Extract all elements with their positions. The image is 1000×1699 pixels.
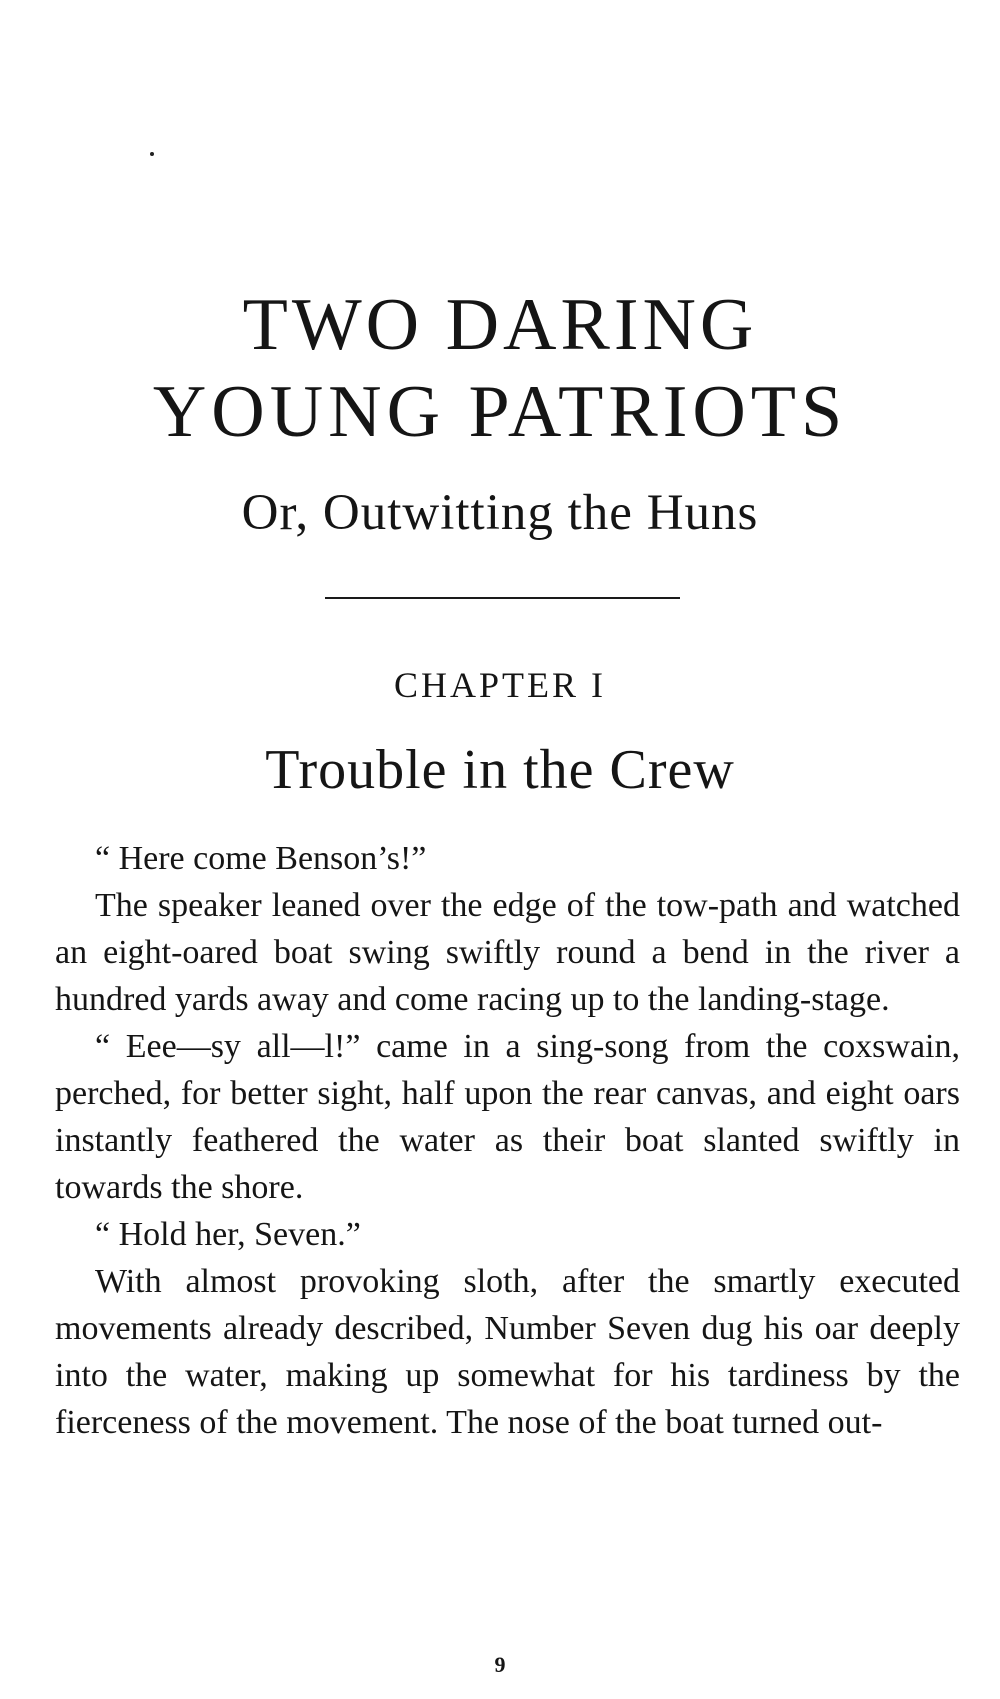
paragraph: “ Eee—sy all—l!” came in a sing-song from the coxswain, perched, for better sight, half upon the rear canvas, and eight oars instantly feathered the water as their boat slanted swiftly in towards the shore. xyxy=(55,1028,960,1206)
book-subtitle: Or, Outwitting the Huns xyxy=(241,485,759,541)
ink-speck xyxy=(150,152,154,156)
chapter-label: CHAPTER I xyxy=(393,665,606,705)
book-title-line-2: YOUNG PATRIOTS xyxy=(152,371,848,453)
chapter-body xyxy=(55,835,960,1446)
paragraph: “ Hold her, Seven.” xyxy=(95,1216,361,1253)
title-divider xyxy=(325,597,680,599)
page-number: 9 xyxy=(494,1652,506,1677)
paragraph: “ Here come Benson’s!” xyxy=(95,840,427,877)
chapter-title: Trouble in the Crew xyxy=(265,739,735,801)
book-title-line-1: TWO DARING xyxy=(242,284,758,366)
paragraph: The speaker leaned over the edge of the tow-path and watched an eight-oared boat swing swiftly round a bend in the river a hundred yards away and come racing up to the landing-stage. xyxy=(55,887,960,1018)
paragraph: With almost provoking sloth, after the smartly executed movements already described, Number Seven dug his oar deeply into the water, making up somewhat for his tardiness by the fierceness of the movement. The nose of the boat turned out- xyxy=(55,1263,960,1441)
